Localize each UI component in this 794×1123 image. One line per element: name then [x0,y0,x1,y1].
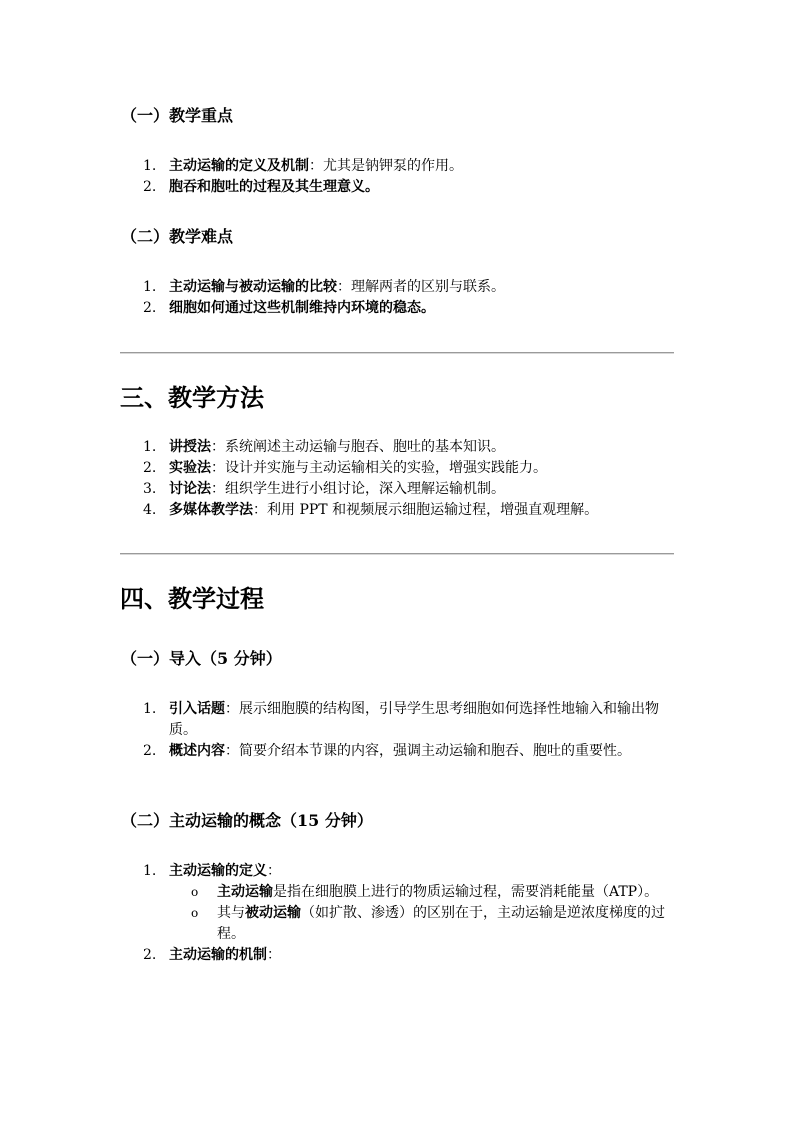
section-heading-teaching-methods: 三、教学方法 [120,383,264,412]
list-number: 1. [143,863,157,879]
sublist-item [169,882,669,903]
subsection-heading-active-transport-concept: （二）主动运输的概念（15 分钟） [121,811,373,830]
list-item [0,437,669,458]
list-item [0,861,669,945]
circle-bullet-icon: o [191,885,199,899]
list-item-text: ：利用 PPT 和视频展示细胞运输过程，增强直观理解。 [253,502,599,518]
list-item [0,156,669,177]
section-heading-teaching-process: 四、教学过程 [120,584,264,613]
list-item-text: ：展示细胞膜的结构图，引导学生思考细胞如何选择性地输入和输出物质。 [169,701,659,738]
list-item-bold: 讲授法 [169,439,211,455]
list-item-text: ： [267,863,281,879]
list-number: 1. [143,439,157,455]
sublist-item-prefix: 其与 [217,905,245,921]
list-item-text: ：理解两者的区别与联系。 [337,279,505,295]
list-item [0,741,669,762]
list-number: 2. [143,743,157,759]
sublist-item-bold: 主动运输 [217,884,273,900]
list-item [0,458,669,479]
list-number: 2. [143,947,157,963]
list-item-bold: 主动运输的定义 [169,863,267,879]
list-item [0,500,669,521]
list-item-text: ：尤其是钠钾泵的作用。 [309,158,463,174]
sublist-item-text: 是指在细胞膜上进行的物质运输过程，需要消耗能量（ATP）。 [273,884,659,900]
list-item-bold: 主动运输的机制 [169,947,267,963]
list-item-bold: 主动运输与被动运输的比较 [169,279,337,295]
list-number: 1. [143,701,157,717]
list-number: 2. [143,179,157,195]
list-item-bold: 讨论法 [169,481,211,497]
subsection-heading-introduction: （一）导入（5 分钟） [121,649,282,668]
list-item-text: ：简要介绍本节课的内容，强调主动运输和胞吞、胞吐的重要性。 [225,743,631,759]
list-item-bold: 概述内容 [169,743,225,759]
list-item-bold: 实验法 [169,460,211,476]
list-item-text: ： [267,947,281,963]
list-item [0,277,669,298]
list-item [0,699,669,741]
section-heading-difficulties: （二）教学难点 [121,227,234,246]
section-divider [120,553,674,555]
introduction-list [0,699,669,762]
list-number: 2. [143,300,157,316]
list-number: 3. [143,481,157,497]
list-number: 1. [143,158,157,174]
list-item [0,298,669,319]
sublist-item-bold: 被动运输 [245,905,301,921]
key-points-list [0,156,669,198]
list-item-text: ：组织学生进行小组讨论，深入理解运输机制。 [211,481,505,497]
section-heading-key-points: （一）教学重点 [121,106,234,125]
list-item-bold: 多媒体教学法 [169,502,253,518]
list-number: 4. [143,502,157,518]
list-item-bold: 细胞如何通过这些机制维持内环境的稳态。 [169,300,435,316]
sublist-item [169,903,669,945]
list-number: 2. [143,460,157,476]
list-item [0,945,669,966]
list-item-bold: 胞吞和胞吐的过程及其生理意义。 [169,179,379,195]
list-item-text: ：设计并实施与主动运输相关的实验，增强实践能力。 [211,460,547,476]
list-item-bold: 引入话题 [169,701,225,717]
teaching-methods-list [0,437,669,521]
section-divider [120,352,674,354]
list-item-bold: 主动运输的定义及机制 [169,158,309,174]
sublist-item-text: （如扩散、渗透）的区别在于，主动运输是逆浓度梯度的过程。 [217,905,665,942]
list-item-text: ：系统阐述主动运输与胞吞、胞吐的基本知识。 [211,439,505,455]
difficulties-list [0,277,669,319]
definition-sublist [169,882,669,945]
active-transport-list [0,861,669,966]
list-number: 1. [143,279,157,295]
list-item [0,479,669,500]
circle-bullet-icon: o [191,906,199,920]
list-item [0,177,669,198]
